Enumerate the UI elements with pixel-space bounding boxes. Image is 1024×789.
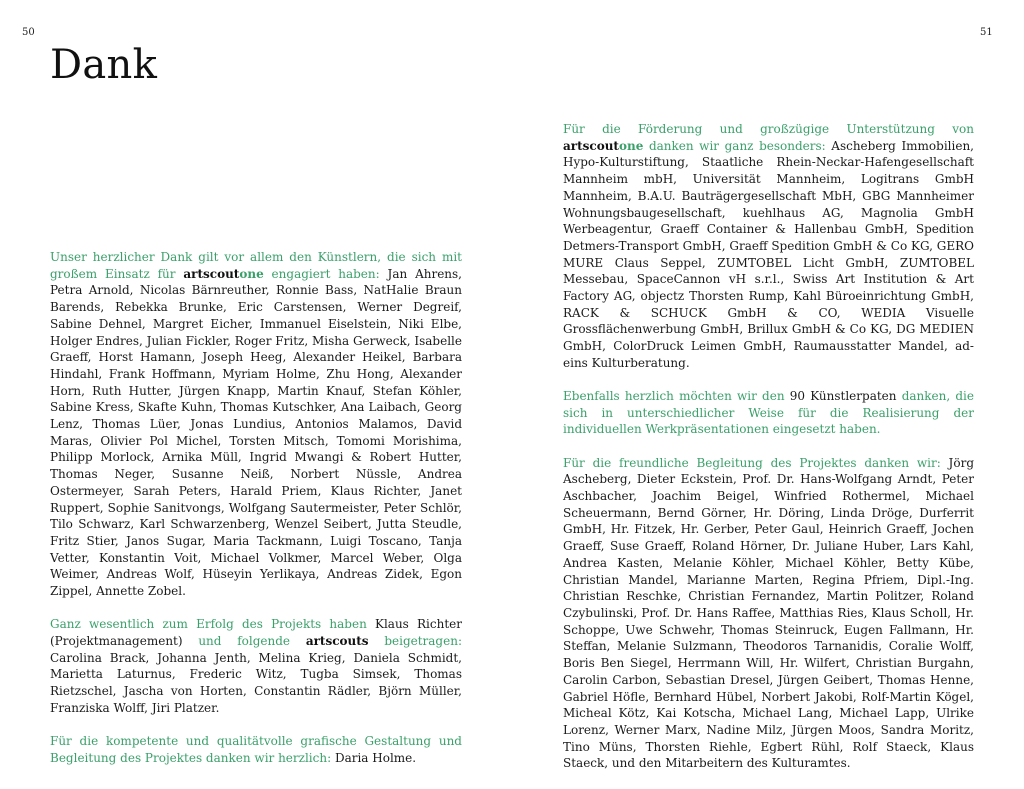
- right-column: [563, 121, 974, 789]
- design-intro: Für die kompetente und qualitätvolle grafische Gestaltung und Begleitung des Projektes danken wir herzlich:: [50, 733, 462, 765]
- sponsors-paragraph: [563, 121, 974, 372]
- artists-intro-a: Unser herzlicher Dank gilt vor allem den Künstlern, die sich mit großem Einsatz für: [50, 250, 462, 281]
- design-names: Daria Holme.: [334, 750, 417, 765]
- brand-artscout-right: artscout: [563, 138, 619, 153]
- artists-names: Jan Ahrens, Petra Arnold, Nicolas Bärnreuther, Ronnie Bass, NatHalie Braun Barends, Rebekka Brunke, Eric Carstensen, Werner Degreif, Sabine Dehnel, Margret Eicher, Immanuel Eiselstein, Niki Elbe, Holger Endres, Julian Fickler, Roger Fritz, Misha Gerweck, Isabelle Graeff, Horst Hamann, Joseph Heeg, Alexander Heikel, Barbara Hindahl, Frank Hoffmann, Myriam Holme, Zhu Hong, Alexander Horn, Ruth Hutter, Jürgen Knapp, Martin Knauf, Stefan Köhler, Sabine Kress, Skafte Kuhn, Thomas Kutschker, Ana Laibach, Georg Lenz, Thomas Lüer, Jonas Lundius, Antonios Malamos, David Maras, Olivier Pol Michel, Torsten Mitsch, Tomomi Morishima, Philipp Morlock, Arnika Müll, Ingrid Mwangi & Robert Hutter, Thomas Neger, Susanne Neiß, Norbert Nüssle, Andrea Ostermeyer, Sarah Peters, Harald Priem, Klaus Richter, Janet Ruppert, Sophie Sanitvongs, Wolfgang Sautermeister, Peter Schlör, Tilo Schwarz, Karl Schwarzenberg, Wenzel Seibert, Jutta Steudle, Fritz Stier, Janos Sugar, Maria Tackmann, Luigi Toscano, Tanja Vetter, Konstantin Voit, Michael Volkmer, Marcel Weber, Olga Weimer, Andreas Wolf, Hüseyin Yerlikaya, Andreas Zidek, Egon Zippel, Annette Zobel.: [50, 266, 462, 599]
- artscouts-names: Carolina Brack, Johanna Jenth, Melina Krieg, Daniela Schmidt, Marietta Laturnus, Frederic Witz, Tugba Simsek, Thomas Rietzschel, Jascha von Horten, Constantin Rädler, Björn Müller, Franziska Wolff, Jiri Platzer.: [50, 650, 462, 715]
- page-number-left: 50: [22, 27, 35, 38]
- brand-one-right: one: [618, 138, 644, 153]
- supporters-paragraph: [563, 455, 974, 772]
- success-intro-c: beigetragen:: [368, 633, 462, 648]
- supporters-names: Jörg Ascheberg, Dieter Eckstein, Prof. Dr. Hans-Wolfgang Arndt, Peter Aschbacher, Joachim Beigel, Winfried Rothermel, Michael Scheuermann, Bernd Görner, Hr. Döring, Linda Dröge, Durferrit GmbH, Hr. Fitzek, Hr. Gerber, Peter Gaul, Heinrich Graeff, Jochen Graeff, Suse Graeff, Roland Hörner, Dr. Juliane Huber, Lars Kahl, Andrea Kasten, Melanie Köhler, Michael Köhler, Betty Kübe, Christian Mandel, Marianne Marten, Regina Pfriem, Dipl.-Ing. Christian Reschke, Christian Fernandez, Martin Politzer, Roland Czybulinski, Prof. Dr. Hans Raffee, Matthias Ries, Klaus Scholl, Hr. Schoppe, Uwe Schwehr, Thomas Steinruck, Eugen Fallmann, Hr. Steffan, Melanie Sulzmann, Theodoros Tarnanidis, Coralie Wolff, Boris Ben Siegel, Herrmann Will, Hr. Wilfert, Christian Burgahn, Carolin Carbon, Sebastian Dresel, Jürgen Geibert, Thomas Henne, Gabriel Höfle, Bernhard Hübel, Norbert Jakobi, Rolf-Martin Kögel, Micheal Kötz, Kai Kotscha, Michael Lang, Michael Lapp, Ulrike Lorenz, Werner Marx, Nadine Milz, Jürgen Moos, Sandra Moritz, Tino Müns, Thorsten Riehle, Egbert Rühl, Rolf Staeck, Klaus Staeck, und den Mitarbeitern des Kulturamtes.: [563, 455, 974, 771]
- brand-artscout: artscout: [183, 266, 240, 281]
- supporters-intro: Für die freundliche Begleitung des Projektes danken wir:: [563, 455, 949, 470]
- artists-intro-b: engagiert haben:: [263, 266, 388, 281]
- page-number-right: 51: [980, 27, 993, 38]
- artscoutone-brand: [183, 267, 263, 281]
- design-thanks-paragraph: [50, 733, 462, 766]
- left-column: [50, 249, 462, 783]
- sponsors-names: Ascheberg Immobilien, Hypo-Kulturstiftung, Staatliche Rhein-Neckar-Hafengesellschaft Mannheim mbH, Universität Mannheim, Logitrans GmbH Mannheim, B.A.U. Bauträgergesellschaft MbH, GBG Mannheimer Wohnungsbaugesellschaft, kuehlhaus AG, Magnolia GmbH Werbeagentur, Graeff Container & Hallenbau GmbH, Spedition Detmers-Transport GmbH, Graeff Spedition GmbH & Co KG, GERO MURE Claus Seppel, ZUMTOBEL Licht GmbH, ZUMTOBEL Messebau, SpaceCannon vH s.r.l., Swiss Art Institution & Art Factory AG, objectz Thorsten Rump, Kahl Büroeinrichtung GmbH, RACK & SCHUCK GmbH & CO, WEDIA Visuelle Grossflächenwerbung GmbH, Brillux GmbH & Co KG, DG MEDIEN GmbH, ColorDruck Leimen GmbH, Raumausstatter Mandel, ad-eins Kulturberatung.: [563, 138, 974, 370]
- project-success-paragraph: [50, 616, 462, 716]
- patrons-count: 90 Künstlerpaten: [789, 389, 897, 404]
- page-title: Dank: [50, 42, 158, 88]
- success-name-a: Klaus Richter (Projektmanagement): [50, 617, 462, 648]
- patrons-intro-b: danken, die sich in unterschiedlicher Weise für die Realisierung der individuellen Werkpräsentationen eingesetzt haben.: [563, 389, 974, 437]
- success-intro-a: Ganz wesentlich zum Erfolg des Projekts haben: [50, 617, 375, 632]
- brand-one: one: [239, 266, 264, 281]
- artscouts-brand: artscouts: [305, 633, 369, 648]
- patrons-paragraph: [563, 388, 974, 438]
- sponsors-intro-b: danken wir ganz besonders:: [643, 138, 832, 153]
- artists-thanks-paragraph: [50, 249, 462, 600]
- artscoutone-brand-right: [563, 139, 643, 153]
- patrons-intro-a: Ebenfalls herzlich möchten wir den: [563, 389, 790, 404]
- success-intro-b: und folgende: [182, 633, 306, 648]
- sponsors-intro-a: Für die Förderung und großzügige Unterstützung von: [563, 122, 974, 136]
